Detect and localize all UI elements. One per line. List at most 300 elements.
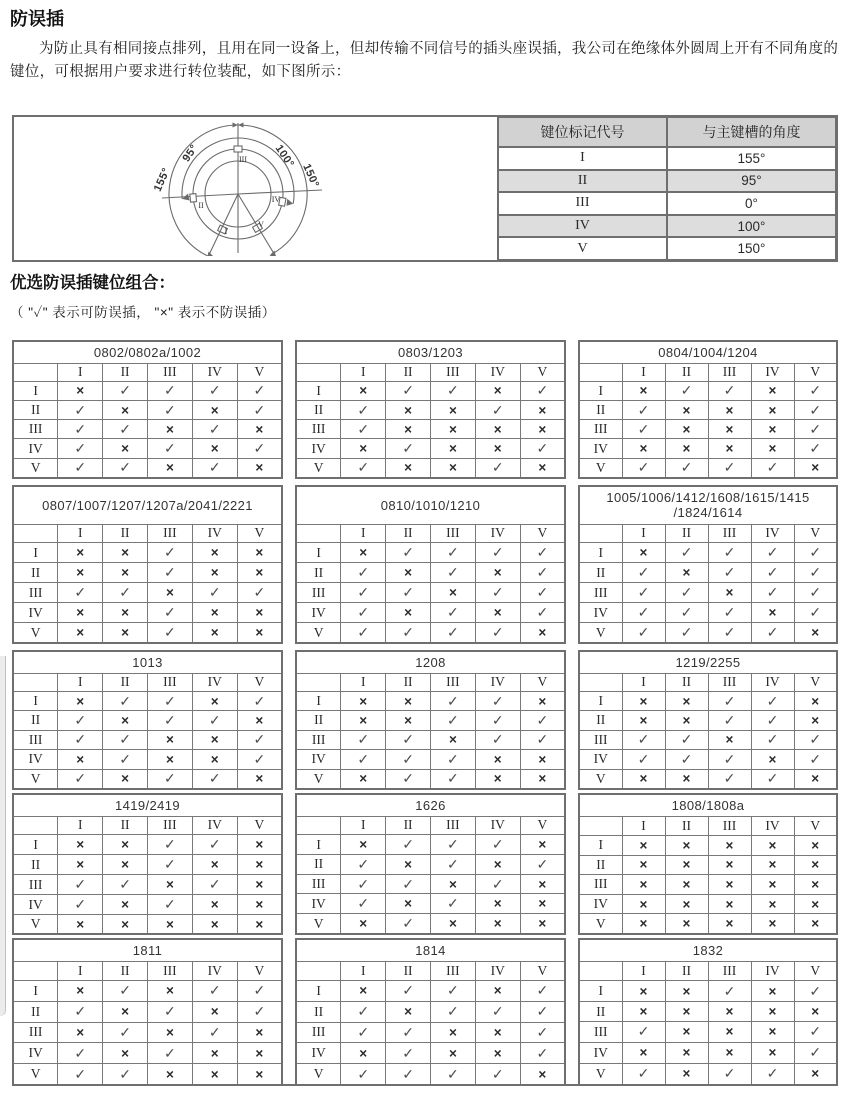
matrix-cell	[58, 730, 103, 749]
matrix-title-row	[579, 794, 837, 816]
check-mark: ✓	[402, 382, 414, 399]
matrix-header-row	[13, 816, 282, 835]
matrix-cell	[665, 691, 708, 710]
matrix-cell	[520, 603, 565, 623]
check-mark: ✓	[447, 692, 459, 709]
matrix-cell	[103, 543, 148, 563]
matrix-cell	[386, 420, 431, 439]
key-label-ii: II	[198, 201, 204, 210]
matrix-title-row	[296, 486, 565, 524]
matrix-cell	[751, 730, 794, 749]
matrix-cell	[622, 623, 665, 644]
check-mark: ✓	[119, 750, 131, 767]
cross-mark: ×	[404, 712, 413, 728]
cross-mark: ×	[165, 1024, 174, 1040]
matrix-col-header: II	[665, 961, 708, 981]
matrix-cell	[147, 1022, 192, 1043]
matrix-cell	[147, 691, 192, 710]
check-mark: ✓	[766, 711, 779, 728]
matrix-cell	[58, 981, 103, 1002]
cross-mark: ×	[121, 712, 130, 728]
check-mark: ✓	[357, 855, 370, 872]
check-mark: ✓	[447, 624, 459, 640]
matrix-row-header: V	[13, 623, 58, 644]
matrix-cell	[665, 1002, 708, 1022]
check-mark: ✓	[357, 564, 370, 581]
matrix-data-row	[579, 1042, 837, 1063]
check-mark: ✓	[536, 564, 549, 581]
cross-mark: ×	[682, 1004, 691, 1020]
matrix-data-row	[296, 914, 565, 934]
matrix-cell	[386, 458, 431, 478]
matrix-cell	[475, 458, 520, 478]
matrix-cell	[58, 1022, 103, 1043]
matrix-cell	[58, 458, 103, 478]
cross-mark: ×	[165, 916, 174, 932]
matrix-header-row	[13, 524, 282, 543]
matrix-cell	[103, 981, 148, 1002]
matrix-cell	[147, 730, 192, 749]
matrix-cell	[430, 981, 475, 1002]
check-mark: ✓	[447, 1065, 459, 1082]
matrix-cell	[386, 543, 431, 563]
arc-150	[238, 125, 307, 254]
cross-mark: ×	[768, 876, 777, 892]
pointer-line-left	[207, 194, 238, 256]
check-mark: ✓	[536, 731, 549, 748]
check-mark: ✓	[723, 711, 736, 728]
matrix-cell	[430, 769, 475, 789]
check-mark: ✓	[491, 544, 504, 561]
matrix-cell	[665, 894, 708, 914]
matrix-cell	[794, 420, 837, 439]
matrix-cell	[751, 563, 794, 583]
matrix-col-header: V	[237, 524, 282, 543]
check-mark: ✓	[402, 1044, 414, 1061]
check-mark: ✓	[536, 544, 549, 561]
matrix-cell	[751, 1063, 794, 1085]
check-mark: ✓	[536, 711, 549, 728]
check-mark: ✓	[164, 604, 176, 621]
cross-mark: ×	[768, 1004, 777, 1020]
cross-mark: ×	[404, 1004, 413, 1020]
matrix-cell	[751, 914, 794, 934]
check-mark: ✓	[208, 836, 221, 853]
matrix-cell	[147, 711, 192, 730]
matrix-row-header: II	[13, 1001, 58, 1022]
matrix-row-header: IV	[579, 894, 622, 914]
matrix-cell	[708, 1063, 751, 1085]
cross-mark: ×	[493, 856, 502, 872]
matrix-row-header: II	[579, 711, 622, 730]
cross-mark: ×	[768, 421, 777, 437]
check-mark: ✓	[253, 731, 266, 748]
check-mark: ✓	[402, 836, 414, 853]
matrix-col-header: I	[341, 961, 386, 981]
cross-mark: ×	[493, 751, 502, 767]
matrix-data-row	[296, 1001, 565, 1022]
check-mark: ✓	[357, 459, 370, 476]
matrix-title-row	[579, 341, 837, 363]
cross-mark: ×	[404, 565, 413, 581]
matrix-cell	[58, 691, 103, 710]
matrix-cell	[708, 439, 751, 458]
check-mark: ✓	[680, 459, 693, 476]
matrix-row-header: V	[13, 915, 58, 934]
cross-mark: ×	[639, 876, 648, 892]
matrix-row-header: I	[296, 691, 341, 710]
matrix-row-header: III	[579, 875, 622, 895]
matrix-col-header: III	[147, 363, 192, 381]
matrix-corner-cell	[579, 673, 622, 691]
matrix-table	[578, 938, 838, 1086]
cross-mark: ×	[76, 625, 85, 640]
matrix-cell	[475, 1064, 520, 1085]
matrix-table	[12, 485, 283, 644]
matrix-col-header: I	[58, 673, 103, 691]
matrix-data-row	[13, 420, 282, 439]
matrix-cell	[103, 750, 148, 769]
matrix-data-row	[296, 458, 565, 478]
matrix-cell	[794, 400, 837, 419]
check-mark: ✓	[491, 459, 504, 476]
matrix-cell	[475, 603, 520, 623]
matrix-row-header: V	[296, 914, 341, 934]
matrix-row-header: V	[296, 458, 341, 478]
matrix-cell	[103, 769, 148, 789]
cross-mark: ×	[725, 876, 734, 892]
matrix-cell	[520, 1043, 565, 1064]
cross-mark: ×	[682, 1066, 691, 1082]
matrix-title-row	[13, 341, 282, 363]
matrix-cell	[58, 623, 103, 644]
matrix-cell	[751, 836, 794, 856]
matrix-col-header: IV	[192, 673, 237, 691]
cross-mark: ×	[682, 983, 691, 999]
cross-mark: ×	[76, 605, 85, 621]
matrix-row-header: IV	[579, 750, 622, 769]
matrix-data-row	[579, 1022, 837, 1043]
check-mark: ✓	[809, 584, 822, 601]
check-mark: ✓	[491, 1003, 504, 1020]
check-mark: ✓	[357, 420, 370, 437]
matrix-cell	[237, 543, 282, 563]
matrix-title: 1808/1808a	[579, 794, 837, 816]
matrix-cell	[708, 583, 751, 603]
matrix-cell	[665, 543, 708, 563]
matrix-row-header: IV	[13, 439, 58, 458]
check-mark: ✓	[208, 420, 221, 437]
matrix-cell	[430, 730, 475, 749]
cross-mark: ×	[165, 732, 174, 748]
matrix-row-header: I	[13, 543, 58, 563]
check-mark: ✓	[491, 1065, 504, 1082]
cross-mark: ×	[639, 896, 648, 912]
cross-mark: ×	[210, 751, 219, 767]
matrix-cell	[192, 1022, 237, 1043]
matrix-cell	[341, 1022, 386, 1043]
matrix-cell	[794, 1002, 837, 1022]
check-mark: ✓	[447, 836, 459, 853]
matrix-title: 0810/1010/1210	[296, 486, 565, 524]
matrix-cell	[708, 623, 751, 644]
matrix-data-row	[296, 603, 565, 623]
matrix-col-header: IV	[751, 961, 794, 981]
matrix-cell	[622, 1063, 665, 1085]
check-mark: ✓	[357, 624, 370, 640]
matrix-cell	[622, 875, 665, 895]
matrix-cell	[475, 583, 520, 603]
check-mark: ✓	[402, 731, 414, 748]
check-mark: ✓	[723, 692, 736, 709]
matrix-header-row	[579, 363, 837, 381]
matrix-data-row	[579, 1002, 837, 1022]
matrix-cell	[386, 1043, 431, 1064]
matrix-data-row	[579, 711, 837, 730]
cross-mark: ×	[768, 916, 777, 932]
matrix-cell	[794, 1063, 837, 1085]
cross-mark: ×	[210, 916, 219, 932]
cross-mark: ×	[682, 712, 691, 728]
matrix-cell	[192, 603, 237, 623]
matrix-cell	[665, 623, 708, 644]
matrix-row-header: III	[579, 583, 622, 603]
matrix-cell	[665, 769, 708, 789]
matrix-cell	[192, 875, 237, 895]
key-label-v: V	[258, 220, 264, 229]
matrix-col-header: I	[58, 524, 103, 543]
matrix-cell	[751, 543, 794, 563]
matrix-data-row	[13, 1022, 282, 1043]
check-mark: ✓	[809, 420, 822, 437]
check-mark: ✓	[766, 731, 779, 748]
cross-mark: ×	[165, 585, 174, 601]
check-mark: ✓	[637, 564, 650, 581]
cross-mark: ×	[725, 421, 734, 437]
matrix-data-row	[13, 623, 282, 644]
matrix-col-header: IV	[475, 673, 520, 691]
matrix-row-header: II	[296, 400, 341, 419]
matrix-cell	[520, 835, 565, 855]
cross-mark: ×	[359, 693, 368, 709]
check-mark: ✓	[208, 770, 221, 787]
cross-mark: ×	[359, 383, 368, 399]
matrix-cell	[665, 458, 708, 478]
check-mark: ✓	[723, 459, 736, 476]
matrix-cell	[622, 769, 665, 789]
matrix-cell	[147, 750, 192, 769]
matrix-cell	[794, 563, 837, 583]
matrix-data-row	[296, 400, 565, 419]
matrix-row-header: I	[13, 835, 58, 855]
cross-mark: ×	[493, 983, 502, 999]
matrix-cell	[430, 854, 475, 874]
check-mark: ✓	[637, 584, 650, 601]
matrix-cell	[520, 769, 565, 789]
matrix-table	[295, 650, 566, 790]
matrix-cell	[751, 875, 794, 895]
check-mark: ✓	[680, 382, 693, 399]
matrix-cell	[622, 458, 665, 478]
cross-mark: ×	[639, 383, 648, 399]
matrix-data-row	[296, 894, 565, 914]
matrix-col-header: II	[103, 673, 148, 691]
matrix-col-header: III	[147, 524, 192, 543]
cross-mark: ×	[682, 1024, 691, 1040]
cross-mark: ×	[639, 545, 648, 561]
matrix-data-row	[579, 691, 837, 710]
key-table-row	[498, 192, 836, 215]
matrix-cell	[147, 623, 192, 644]
matrix-data-row	[579, 400, 837, 419]
matrix-cell	[794, 458, 837, 478]
matrix-row-header: I	[13, 381, 58, 400]
cross-mark: ×	[811, 1066, 820, 1082]
check-mark: ✓	[164, 401, 176, 418]
matrix-data-row	[296, 563, 565, 583]
matrix-cell	[147, 769, 192, 789]
matrix-col-header: II	[665, 524, 708, 543]
matrix-row-header: I	[13, 981, 58, 1002]
matrix-cell	[520, 400, 565, 419]
cross-mark: ×	[493, 1024, 502, 1040]
matrix-col-header: III	[147, 816, 192, 835]
matrix-header-row	[13, 363, 282, 381]
matrix-data-row	[579, 836, 837, 856]
matrix-cell	[192, 439, 237, 458]
matrix-cell	[147, 439, 192, 458]
cross-mark: ×	[404, 605, 413, 621]
matrix-col-header: III	[430, 673, 475, 691]
matrix-col-header: II	[103, 524, 148, 543]
matrix-cell	[192, 1001, 237, 1022]
check-mark: ✓	[119, 584, 131, 601]
cross-mark: ×	[359, 1045, 368, 1061]
cross-mark: ×	[255, 1024, 264, 1040]
cross-mark: ×	[359, 545, 368, 561]
matrix-row-header: IV	[579, 1042, 622, 1063]
cross-mark: ×	[639, 1004, 648, 1020]
matrix-cell	[520, 730, 565, 749]
matrix-cell	[475, 1022, 520, 1043]
matrix-cell	[192, 1043, 237, 1064]
key-code-cell: II	[498, 170, 667, 193]
cross-mark: ×	[682, 916, 691, 932]
matrix-cell	[520, 894, 565, 914]
cross-mark: ×	[682, 441, 691, 457]
key-angle-cell: 155°	[667, 147, 836, 170]
matrix-cell	[341, 854, 386, 874]
matrix-col-header: V	[794, 524, 837, 543]
cross-mark: ×	[448, 402, 457, 418]
matrix-cell	[58, 769, 103, 789]
matrix-table	[12, 650, 283, 790]
key-code-cell: V	[498, 237, 667, 260]
matrix-data-row	[296, 711, 565, 730]
matrix-row-header: II	[13, 400, 58, 419]
key-table-row	[498, 215, 836, 238]
matrix-cell	[520, 981, 565, 1002]
cross-mark: ×	[725, 896, 734, 912]
cross-mark: ×	[682, 421, 691, 437]
check-mark: ✓	[357, 895, 370, 912]
cross-mark: ×	[682, 402, 691, 418]
matrix-cell	[192, 583, 237, 603]
check-mark: ✓	[74, 770, 87, 787]
matrix-col-header: II	[665, 363, 708, 381]
matrix-cell	[430, 711, 475, 730]
matrix-cell	[147, 1064, 192, 1085]
cross-mark: ×	[121, 605, 130, 621]
cross-mark: ×	[811, 693, 820, 709]
check-mark: ✓	[402, 1065, 414, 1082]
arrowhead-top-left	[233, 123, 239, 128]
cross-mark: ×	[404, 460, 413, 476]
matrix-cell	[58, 603, 103, 623]
matrix-cell	[237, 895, 282, 915]
cross-mark: ×	[811, 1004, 820, 1020]
matrix-cell	[475, 981, 520, 1002]
matrix-cell	[237, 750, 282, 769]
matrix-cell	[475, 381, 520, 400]
cross-mark: ×	[811, 896, 820, 912]
matrix-col-header: V	[237, 673, 282, 691]
matrix-cell	[708, 420, 751, 439]
matrix-row-header: I	[579, 381, 622, 400]
check-mark: ✓	[357, 1023, 370, 1040]
cross-mark: ×	[538, 693, 547, 709]
matrix-cell	[751, 1042, 794, 1063]
matrix-header-row	[579, 524, 837, 543]
cross-mark: ×	[448, 585, 457, 601]
matrix-cell	[192, 623, 237, 644]
matrix-col-header: IV	[192, 961, 237, 981]
matrix-col-header: II	[386, 524, 431, 543]
cross-mark: ×	[725, 837, 734, 853]
matrix-data-row	[296, 381, 565, 400]
matrix-title: 1208	[296, 651, 565, 673]
matrix-col-header: II	[665, 673, 708, 691]
matrix-cell	[430, 583, 475, 603]
cross-mark: ×	[538, 751, 547, 767]
matrix-cell	[58, 1001, 103, 1022]
matrix-cell	[192, 420, 237, 439]
matrix-cell	[475, 854, 520, 874]
matrix-cell	[386, 769, 431, 789]
matrix-cell	[622, 603, 665, 623]
matrix-cell	[237, 855, 282, 875]
key-table-row	[498, 237, 836, 260]
matrix-title-row	[13, 939, 282, 961]
check-mark: ✓	[357, 584, 370, 601]
matrix-cell	[386, 563, 431, 583]
matrix-data-row	[579, 458, 837, 478]
matrix-cell	[475, 711, 520, 730]
cross-mark: ×	[165, 460, 174, 476]
key-code-cell: I	[498, 147, 667, 170]
cross-mark: ×	[725, 857, 734, 873]
matrix-data-row	[579, 381, 837, 400]
check-mark: ✓	[402, 770, 414, 787]
check-mark: ✓	[253, 1003, 266, 1020]
matrix-cell	[430, 439, 475, 458]
cross-mark: ×	[404, 402, 413, 418]
matrix-cell	[751, 400, 794, 419]
matrix-data-row	[579, 623, 837, 644]
check-mark: ✓	[491, 624, 504, 640]
cross-mark: ×	[165, 877, 174, 893]
cross-mark: ×	[210, 897, 219, 913]
